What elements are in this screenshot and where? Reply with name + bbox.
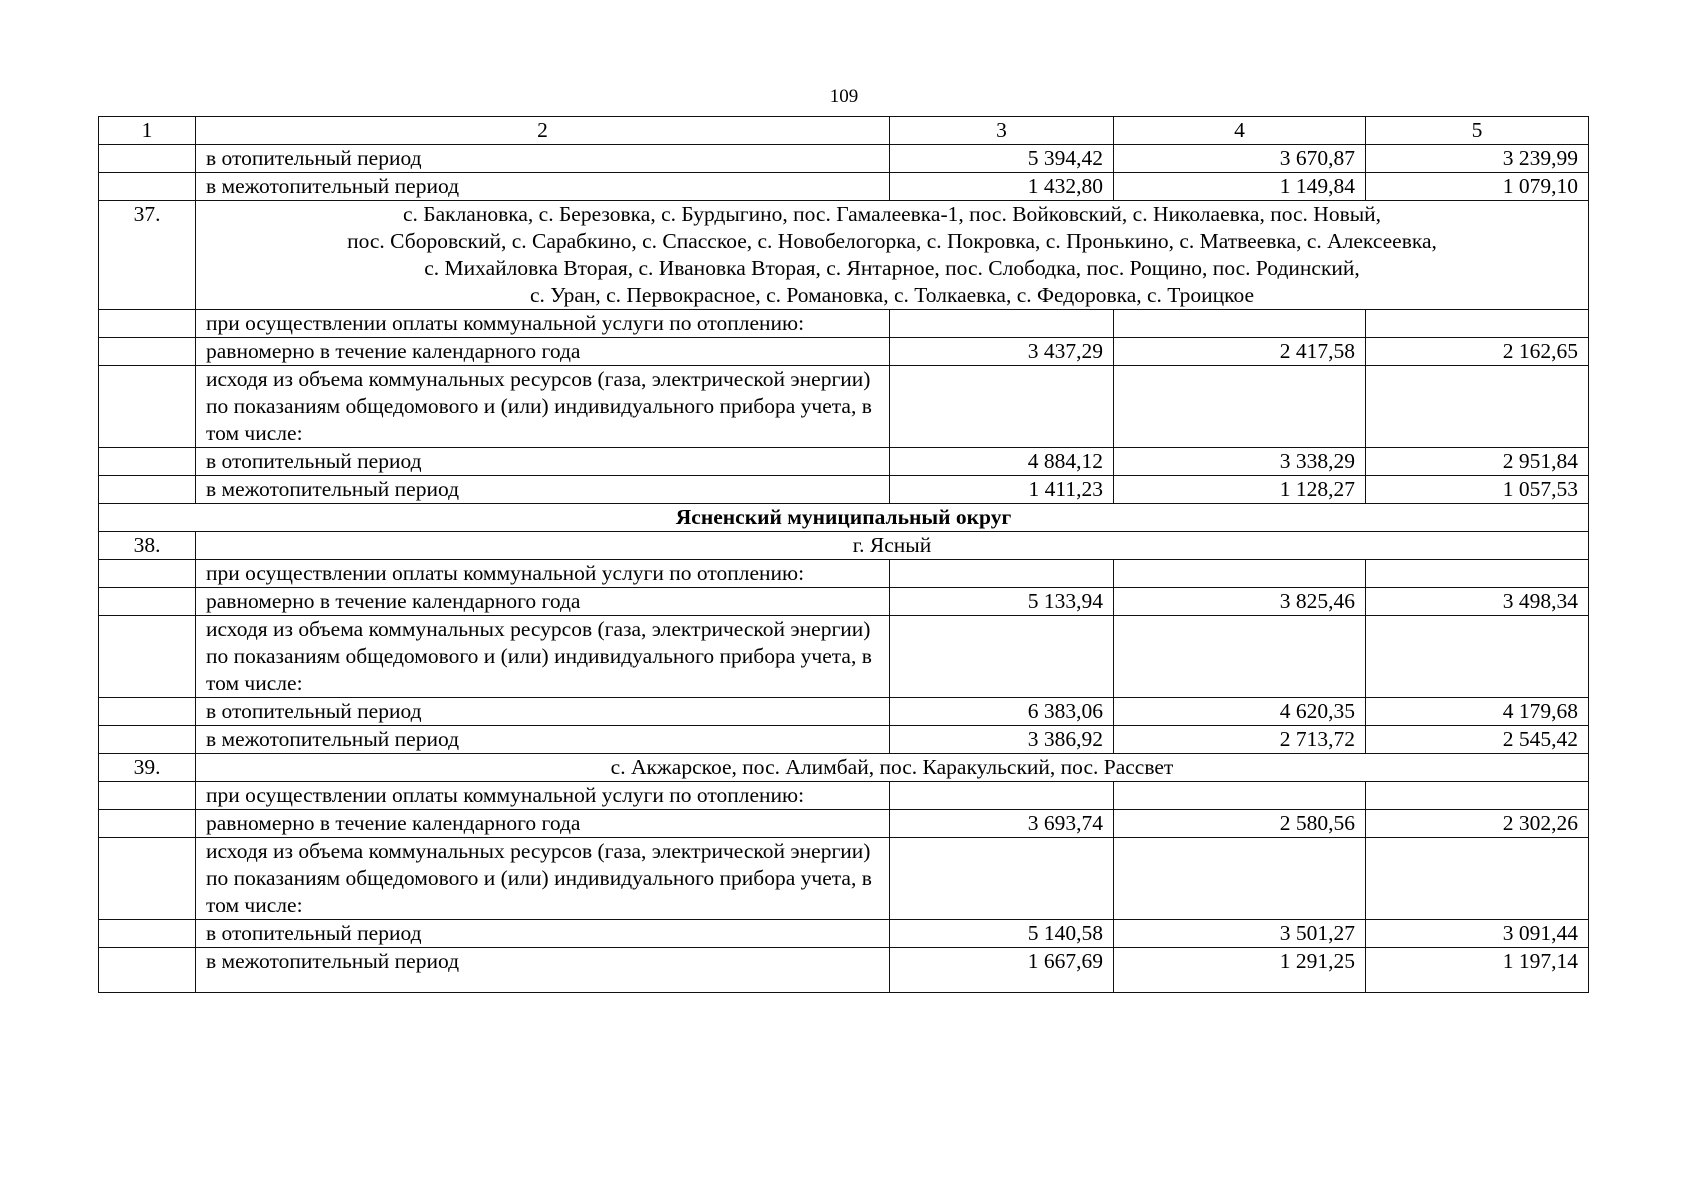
row-index-cell (99, 948, 196, 993)
row-label-cell: в отопительный период (196, 145, 890, 173)
value-cell-col5: 3 239,99 (1366, 145, 1589, 173)
settlement-index-cell: 39. (99, 754, 196, 782)
value-cell-col5 (1366, 616, 1589, 698)
value-cell-col3: 3 386,92 (890, 726, 1114, 754)
settlement-line: с. Уран, с. Первокрасное, с. Романовка, с. Толкаевка, с. Федоровка, с. Троицкое (529, 283, 1255, 307)
header-cell-1: 1 (99, 117, 196, 145)
value-cell-col3: 1 667,69 (890, 948, 1114, 993)
row-label-cell: исходя из объема коммунальных ресурсов (газа, электрической энергии) по показаниям общедомового и (или) индивидуального прибора учета, в том числе: (196, 838, 890, 920)
row-label-cell: исходя из объема коммунальных ресурсов (газа, электрической энергии) по показаниям общедомового и (или) индивидуального прибора учета, в том числе: (196, 366, 890, 448)
row-label-cell: исходя из объема коммунальных ресурсов (газа, электрической энергии) по показаниям общедомового и (или) индивидуального прибора учета, в том числе: (196, 616, 890, 698)
value-cell-col3: 5 394,42 (890, 145, 1114, 173)
row-index-cell (99, 782, 196, 810)
row-index-cell (99, 145, 196, 173)
value-cell-col4: 2 417,58 (1114, 338, 1366, 366)
value-cell-col5 (1366, 782, 1589, 810)
value-cell-col5: 1 057,53 (1366, 476, 1589, 504)
row-label-cell: в отопительный период (196, 698, 890, 726)
settlement-row (99, 754, 1589, 782)
value-cell-col5: 2 951,84 (1366, 448, 1589, 476)
row-label-cell: при осуществлении оплаты коммунальной услуги по отоплению: (196, 782, 890, 810)
value-cell-col3 (890, 310, 1114, 338)
row-label-cell: в отопительный период (196, 920, 890, 948)
header-cell-4: 4 (1114, 117, 1366, 145)
value-cell-col3: 5 133,94 (890, 588, 1114, 616)
row-label-cell: равномерно в течение календарного года (196, 588, 890, 616)
table-row (99, 560, 1589, 588)
table-row (99, 948, 1589, 993)
row-index-cell (99, 726, 196, 754)
row-index-cell (99, 366, 196, 448)
value-cell-col4: 3 670,87 (1114, 145, 1366, 173)
value-cell-col5: 2 545,42 (1366, 726, 1589, 754)
row-index-cell (99, 698, 196, 726)
value-cell-col4 (1114, 310, 1366, 338)
header-cell-2: 2 (196, 117, 890, 145)
value-cell-col4: 1 128,27 (1114, 476, 1366, 504)
district-row (99, 504, 1589, 532)
settlement-row (99, 201, 1589, 310)
value-cell-col5: 2 162,65 (1366, 338, 1589, 366)
table-row (99, 173, 1589, 201)
row-label-cell: при осуществлении оплаты коммунальной услуги по отоплению: (196, 560, 890, 588)
value-cell-col4: 3 338,29 (1114, 448, 1366, 476)
row-index-cell (99, 560, 196, 588)
value-cell-col3: 1 432,80 (890, 173, 1114, 201)
value-cell-col5: 2 302,26 (1366, 810, 1589, 838)
settlement-line: с. Баклановка, с. Березовка, с. Бурдыгино, пос. Гамалеевка-1, пос. Войковский, с. Николаевка, пос. Новый, (402, 202, 1382, 226)
value-cell-col5 (1366, 310, 1589, 338)
row-index-cell (99, 338, 196, 366)
value-cell-col3: 4 884,12 (890, 448, 1114, 476)
value-cell-col4: 2 580,56 (1114, 810, 1366, 838)
value-cell-col3 (890, 782, 1114, 810)
value-cell-col3: 6 383,06 (890, 698, 1114, 726)
tariff-table (98, 116, 1589, 993)
row-label-cell: равномерно в течение календарного года (196, 810, 890, 838)
settlement-line: с. Акжарское, пос. Алимбай, пос. Каракульский, пос. Рассвет (610, 755, 1174, 779)
settlement-index-cell: 37. (99, 201, 196, 310)
row-label-cell: при осуществлении оплаты коммунальной услуги по отоплению: (196, 310, 890, 338)
table-row (99, 338, 1589, 366)
settlement-line: г. Ясный (852, 533, 932, 557)
value-cell-col3: 3 693,74 (890, 810, 1114, 838)
table-row (99, 782, 1589, 810)
table-body (99, 117, 1589, 993)
header-cell-5: 5 (1366, 117, 1589, 145)
value-cell-col3 (890, 560, 1114, 588)
value-cell-col4: 3 501,27 (1114, 920, 1366, 948)
settlement-row (99, 532, 1589, 560)
value-cell-col4 (1114, 366, 1366, 448)
row-index-cell (99, 616, 196, 698)
value-cell-col4 (1114, 782, 1366, 810)
row-index-cell (99, 310, 196, 338)
row-index-cell (99, 173, 196, 201)
value-cell-col5: 1 197,14 (1366, 948, 1589, 993)
header-row (99, 117, 1589, 145)
table-row (99, 838, 1589, 920)
value-cell-col5: 3 091,44 (1366, 920, 1589, 948)
value-cell-col4: 2 713,72 (1114, 726, 1366, 754)
row-index-cell (99, 920, 196, 948)
value-cell-col5 (1366, 366, 1589, 448)
value-cell-col3 (890, 366, 1114, 448)
table-row (99, 698, 1589, 726)
row-index-cell (99, 588, 196, 616)
value-cell-col5 (1366, 560, 1589, 588)
value-cell-col3: 3 437,29 (890, 338, 1114, 366)
value-cell-col4 (1114, 560, 1366, 588)
settlement-list-cell (196, 532, 1589, 560)
value-cell-col5: 4 179,68 (1366, 698, 1589, 726)
value-cell-col3 (890, 616, 1114, 698)
settlement-list-cell (196, 754, 1589, 782)
value-cell-col3: 5 140,58 (890, 920, 1114, 948)
value-cell-col4 (1114, 616, 1366, 698)
table-row (99, 310, 1589, 338)
row-label-cell: в отопительный период (196, 448, 890, 476)
settlement-line: пос. Сборовский, с. Сарабкино, с. Спасское, с. Новобелогорка, с. Покровка, с. Пронькино, с. Матвеевка, с. Алексеевка, (347, 229, 1437, 253)
value-cell-col4: 4 620,35 (1114, 698, 1366, 726)
value-cell-col5: 1 079,10 (1366, 173, 1589, 201)
settlement-list-cell (196, 201, 1589, 310)
row-label-cell: в межотопительный период (196, 476, 890, 504)
table-row (99, 588, 1589, 616)
value-cell-col4: 1 149,84 (1114, 173, 1366, 201)
row-label-cell: равномерно в течение календарного года (196, 338, 890, 366)
value-cell-col4: 3 825,46 (1114, 588, 1366, 616)
row-index-cell (99, 810, 196, 838)
value-cell-col5 (1366, 838, 1589, 920)
row-index-cell (99, 476, 196, 504)
table-row (99, 448, 1589, 476)
row-label-cell: в межотопительный период (196, 726, 890, 754)
value-cell-col3 (890, 838, 1114, 920)
table-row (99, 476, 1589, 504)
row-index-cell (99, 448, 196, 476)
page-number: 109 (829, 86, 859, 107)
value-cell-col3: 1 411,23 (890, 476, 1114, 504)
table-row (99, 145, 1589, 173)
table-row (99, 366, 1589, 448)
settlement-line: с. Михайловка Вторая, с. Ивановка Вторая, с. Янтарное, пос. Слободка, пос. Рощино, пос. Родинский, (424, 256, 1360, 280)
value-cell-col4 (1114, 838, 1366, 920)
table-row (99, 616, 1589, 698)
row-label-cell: в межотопительный период (196, 948, 890, 993)
value-cell-col4: 1 291,25 (1114, 948, 1366, 993)
row-label-cell: в межотопительный период (196, 173, 890, 201)
table-row (99, 726, 1589, 754)
header-cell-3: 3 (890, 117, 1114, 145)
table-row (99, 920, 1589, 948)
row-index-cell (99, 838, 196, 920)
settlement-index-cell: 38. (99, 532, 196, 560)
district-title: Ясненский муниципальный округ (99, 504, 1589, 532)
value-cell-col5: 3 498,34 (1366, 588, 1589, 616)
table-row (99, 810, 1589, 838)
